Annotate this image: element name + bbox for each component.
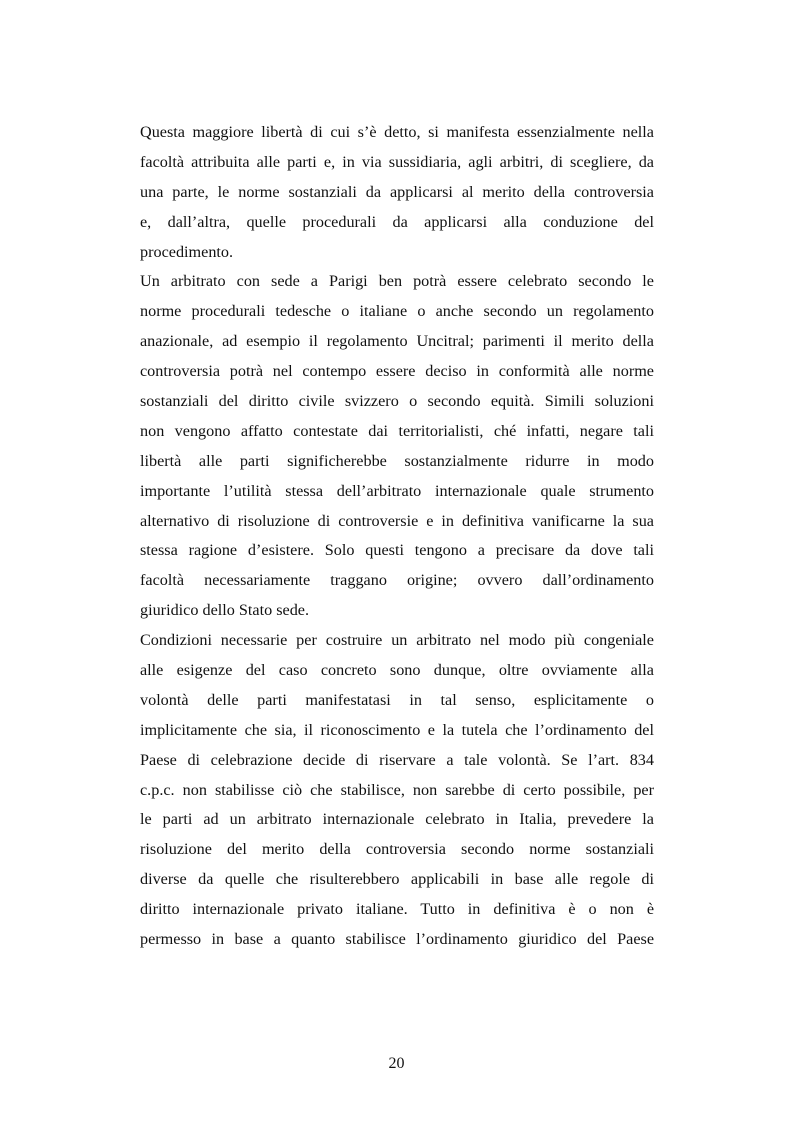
text-line: risoluzione del merito della controversia secondo norme sostanziali — [140, 840, 654, 859]
text-line: Un arbitrato con sede a Parigi ben potrà essere celebrato secondo le — [140, 272, 654, 291]
text-line: Questa maggiore libertà di cui s’è detto, si manifesta essenzialmente nella — [140, 123, 654, 141]
body-text — [140, 118, 654, 955]
text-line: anazionale, ad esempio il regolamento Uncitral; parimenti il merito della — [140, 332, 654, 351]
text-line: volontà delle parti manifestatasi in tal senso, esplicitamente o — [140, 690, 654, 709]
text-line: non vengono affatto contestate dai territorialisti, ché infatti, negare tali — [140, 421, 654, 440]
text-line: una parte, le norme sostanziali da applicarsi al merito della controversia — [140, 182, 654, 201]
text-line: e, dall’altra, quelle procedurali da applicarsi alla conduzione del — [140, 212, 654, 231]
text-line: facoltà necessariamente traggano origine; ovvero dall’ordinamento — [140, 571, 654, 590]
text-line: libertà alle parti significherebbe sostanzialmente ridurre in modo — [140, 451, 654, 470]
text-line: diritto internazionale privato italiane. Tutto in definitiva è o non è — [140, 900, 654, 919]
text-line: procedimento. — [140, 242, 234, 261]
text-line: alle esigenze del caso concreto sono dunque, oltre ovviamente alla — [140, 661, 654, 680]
text-line: sostanziali del diritto civile svizzero o secondo equità. Simili soluzioni — [140, 392, 654, 411]
text-line: facoltà attribuita alle parti e, in via sussidiaria, agli arbitri, di scegliere, da — [140, 152, 654, 171]
text-line: norme procedurali tedesche o italiane o anche secondo un regolamento — [140, 302, 654, 321]
text-line: controversia potrà nel contempo essere deciso in conformità alle norme — [140, 362, 654, 381]
text-line: giuridico dello Stato sede. — [140, 601, 310, 620]
text-line: permesso in base a quanto stabilisce l’ordinamento giuridico del Paese — [140, 930, 654, 949]
text-line: Paese di celebrazione decide di riservare a tale volontà. Se l’art. 834 — [140, 750, 654, 769]
text-line: implicitamente che sia, il riconoscimento e la tutela che l’ordinamento del — [140, 720, 654, 739]
text-line: diverse da quelle che risulterebbero applicabili in base alle regole di — [140, 870, 654, 889]
page-number: 20 — [388, 1055, 405, 1072]
text-line: le parti ad un arbitrato internazionale celebrato in Italia, prevedere la — [140, 810, 654, 829]
text-line: alternativo di risoluzione di controversie e in definitiva vanificarne la sua — [140, 511, 654, 530]
text-line: c.p.c. non stabilisse ciò che stabilisce, non sarebbe di certo possibile, per — [140, 780, 654, 799]
text-line: Condizioni necessarie per costruire un arbitrato nel modo più congeniale — [140, 631, 654, 650]
text-line: importante l’utilità stessa dell’arbitrato internazionale quale strumento — [140, 481, 654, 500]
text-line: stessa ragione d’esistere. Solo questi tengono a precisare da dove tali — [140, 541, 654, 560]
